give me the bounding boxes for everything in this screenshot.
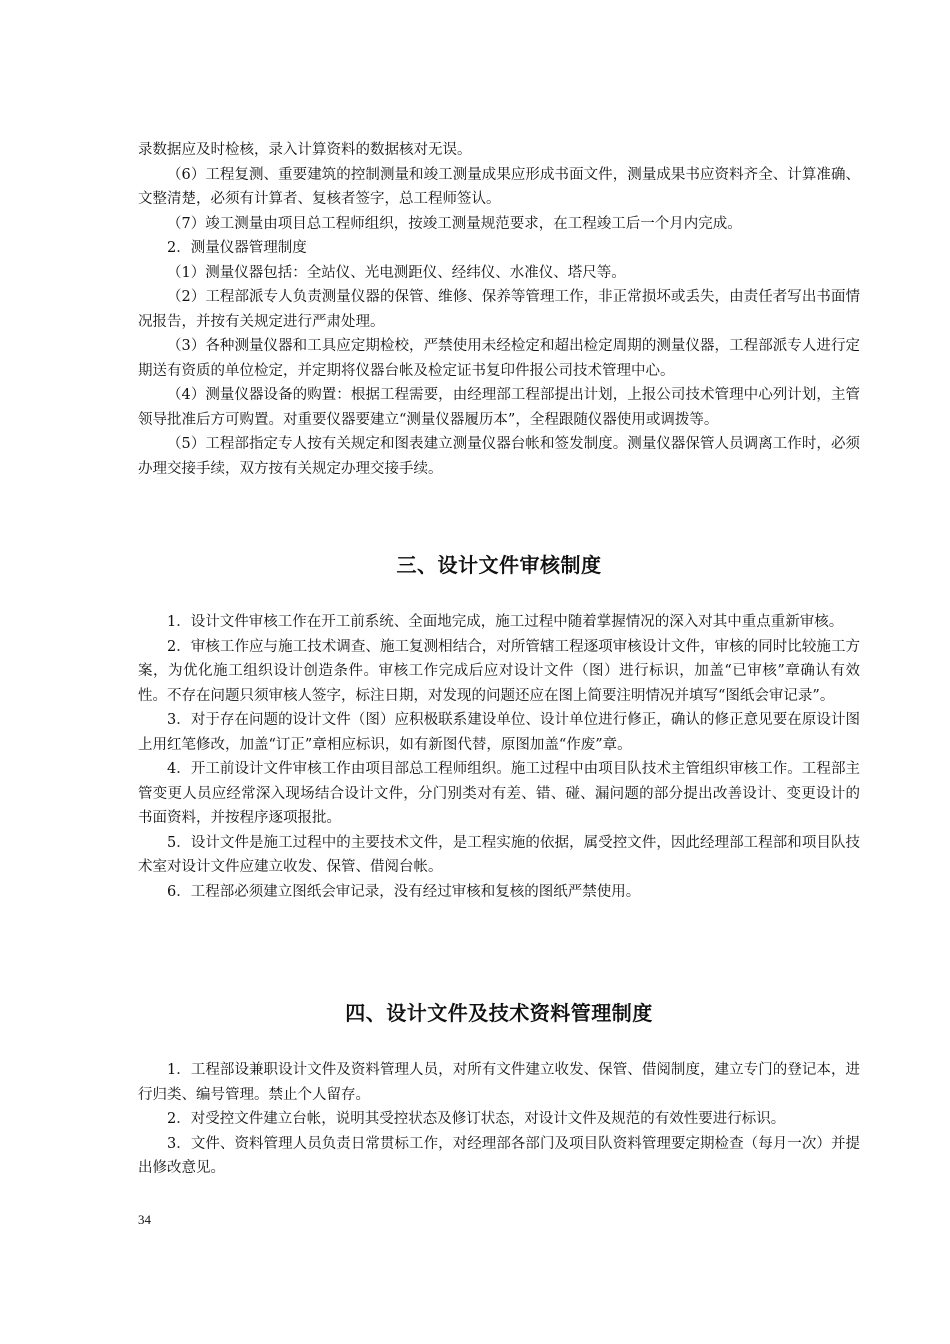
paragraph: 4．开工前设计文件审核工作由项目部总工程师组织。施工过程中由项目队技术主管组织审核工作。工程部主管变更人员应经常深入现场结合设计文件，分门别类对有差、错、碰、漏问题的部分提出改善设计、变更设计的书面资料，并按程序逐项报批。 xyxy=(138,761,860,826)
paragraph: 1．设计文件审核工作在开工前系统、全面地完成，施工过程中随着掌握情况的深入对其中重点重新审核。 xyxy=(167,614,844,630)
paragraph: （4）测量仪器设备的购置：根据工程需要，由经理部工程部提出计划，上报公司技术管理中心列计划，主管领导批准后方可购置。对重要仪器要建立“测量仪器履历本”，全程跟随仪器使用或调拨等。 xyxy=(138,387,860,428)
paragraph: （2）工程部派专人负责测量仪器的保管、维修、保养等管理工作，非正常损坏或丢失，由责任者写出书面情况报告，并按有关规定进行严肃处理。 xyxy=(138,289,860,330)
paragraph: 3．文件、资料管理人员负责日常贯标工作，对经理部各部门及项目队资料管理要定期检查（每月一次）并提出修改意见。 xyxy=(138,1135,860,1176)
paragraph: 6．工程部必须建立图纸会审记录，没有经过审核和复核的图纸严禁使用。 xyxy=(167,883,641,900)
section-3-body xyxy=(138,610,860,904)
paragraph: （6）工程复测、重要建筑的控制测量和竣工测量成果应形成书面文件，测量成果书应资料齐全、计算准确、文整清楚，必须有计算者、复核者签字，总工程师签认。 xyxy=(138,166,860,207)
paragraph: 5．设计文件是施工过程中的主要技术文件，是工程实施的依据，属受控文件，因此经理部工程部和项目队技术室对设计文件应建立收发、保管、借阅台帐。 xyxy=(138,834,860,875)
paragraph: （3）各种测量仪器和工具应定期检校，严禁使用未经检定和超出检定周期的测量仪器，工程部派专人进行定期送有资质的单位检定，并定期将仪器台帐及检定证书复印件报公司技术管理中心。 xyxy=(138,338,860,379)
page-number: 34 xyxy=(138,1212,151,1227)
paragraph: （7）竣工测量由项目总工程师组织，按竣工测量规范要求，在工程竣工后一个月内完成。 xyxy=(167,215,742,232)
section-continued-body xyxy=(138,138,860,481)
paragraph: 录数据应及时检核，录入计算资料的数据核对无误。 xyxy=(138,142,472,158)
section-4-title: 四、设计文件及技术资料管理制度 xyxy=(345,1001,653,1025)
paragraph: 2．对受控文件建立台帐，说明其受控状态及修订状态，对设计文件及规范的有效性要进行标识。 xyxy=(167,1111,786,1127)
paragraph: 2．审核工作应与施工技术调查、施工复测相结合，对所管辖工程逐项审核设计文件，审核的同时比较施工方案，为优化施工组织设计创造条件。审核工作完成后应对设计文件（图）进行标识，加盖“已审核”章确认有效性。不存在问题只须审核人签字，标注日期，对发现的问题还应在图上简要注明情况并填写“图纸会审记录”。 xyxy=(138,638,860,704)
paragraph: （5）工程部指定专人按有关规定和图表建立测量仪器台帐和签发制度。测量仪器保管人员调离工作时，必须办理交接手续，双方按有关规定办理交接手续。 xyxy=(138,436,860,477)
paragraph: （1）测量仪器包括：全站仪、光电测距仪、经纬仪、水准仪、塔尺等。 xyxy=(167,264,626,281)
section-3-title: 三、设计文件审核制度 xyxy=(396,553,602,577)
paragraph: 1．工程部设兼职设计文件及资料管理人员，对所有文件建立收发、保管、借阅制度，建立专门的登记本，进行归类、编号管理。禁止个人留存。 xyxy=(138,1062,860,1103)
section-4-body xyxy=(138,1058,860,1181)
paragraph: 3．对于存在问题的设计文件（图）应积极联系建设单位、设计单位进行修正，确认的修正意见要在原设计图上用红笔修改，加盖“订正”章相应标识，如有新图代替，原图加盖“作废”章。 xyxy=(138,712,860,753)
subheading: 2．测量仪器管理制度 xyxy=(167,240,307,256)
